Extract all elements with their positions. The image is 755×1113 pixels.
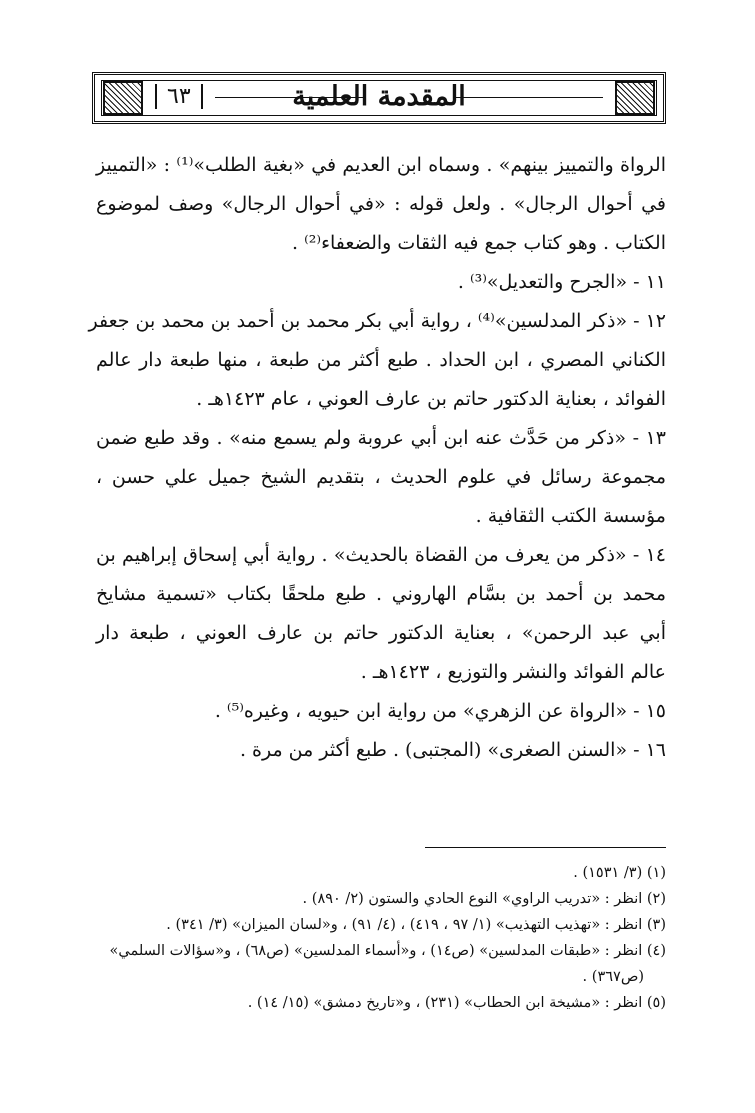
list-item <box>88 302 666 419</box>
text-line: محمد بن أحمد بن بسَّام الهاروني . طبع ملحقًا بكتاب «تسمية مشايخ <box>96 583 666 605</box>
text-line: مؤسسة الكتب الثقافية . <box>475 505 666 527</box>
text-line: ١٦ - «السنن الصغرى» (المجتبى) . طبع أكثر من مرة . <box>239 739 666 761</box>
list-item <box>96 419 666 536</box>
footnote: (٥) انظر : «مشيخة ابن الحطاب» (٢٣١) ، و«تاريخ دمشق» (١٥/ ١٤) . <box>247 995 666 1011</box>
text-line: ١١ - «الجرح والتعديل»⁽³⁾ . <box>457 271 666 293</box>
text-line: أبي عبد الرحمن» ، بعناية الدكتور حاتم بن عارف العوني ، طبعة دار <box>96 622 666 644</box>
text-line: في أحوال الرجال» . ولعل قوله : «في أحوال الرجال» وصف لموضوع <box>96 193 666 215</box>
text-line: ١٢ - «ذكر المدلسين»⁽⁴⁾ ، رواية أبي بكر محمد بن أحمد بن محمد بن جعفر <box>88 310 666 332</box>
page-header <box>92 72 666 124</box>
list-item <box>96 263 666 302</box>
text-line: عالم الفوائد والنشر والتوزيع ، ١٤٢٣هـ . <box>360 661 666 683</box>
footnote-separator <box>425 847 666 848</box>
text-line: الرواة والتمييز بينهم» . وسماه ابن العديم في «بغية الطلب»⁽¹⁾ : «التمييز <box>96 154 666 176</box>
text-line: الكناني المصري ، ابن الحداد . طبع أكثر من طبعة ، منها طبعة دار عالم <box>96 349 666 371</box>
list-item <box>96 536 666 692</box>
text-line: ١٥ - «الرواة عن الزهري» من رواية ابن حيويه ، وغيره⁽⁵⁾ . <box>214 700 666 722</box>
list-item <box>96 692 666 731</box>
text-line: ١٤ - «ذكر من يعرف من القضاة بالحديث» . رواية أبي إسحاق إبراهيم بن <box>96 544 666 566</box>
footnote: (٤) انظر : «طبقات المدلسين» (ص١٤) ، و«أسماء المدلسين» (ص٦٨) ، و«سؤالات السلمي» <box>109 943 666 959</box>
footnotes <box>96 860 666 1016</box>
page-title: المقدمة العلمية <box>292 81 466 112</box>
main-text <box>88 146 666 770</box>
text-line: الكتاب . وهو كتاب جمع فيه الثقات والضعفاء⁽²⁾ . <box>292 232 666 254</box>
footnote-continuation: (ص٣٦٧) . <box>582 969 644 985</box>
footnote: (٣) انظر : «تهذيب التهذيب» (١/ ٩٧ ، ٤١٩) ، (٤/ ٩١) ، و«لسان الميزان» (٣/ ٣٤١) . <box>166 917 666 933</box>
list-item <box>96 731 666 770</box>
text-line: الفوائد ، بعناية الدكتور حاتم بن عارف العوني ، عام ١٤٢٣هـ . <box>196 388 666 410</box>
intro-paragraph <box>96 146 666 263</box>
text-line: مجموعة رسائل في علوم الحديث ، بتقديم الشيخ جميل علي حسن ، <box>96 466 666 488</box>
footnote: (١) (٣/ ١٥٣١) . <box>573 865 666 881</box>
footnote: (٢) انظر : «تدريب الراوي» النوع الحادي والستون (٢/ ٨٩٠) . <box>302 891 666 907</box>
page-number: ٦٣ <box>155 84 203 109</box>
text-line: ١٣ - «ذكر من حَدَّث عنه ابن أبي عروبة ولم يسمع منه» . وقد طبع ضمن <box>96 427 666 449</box>
